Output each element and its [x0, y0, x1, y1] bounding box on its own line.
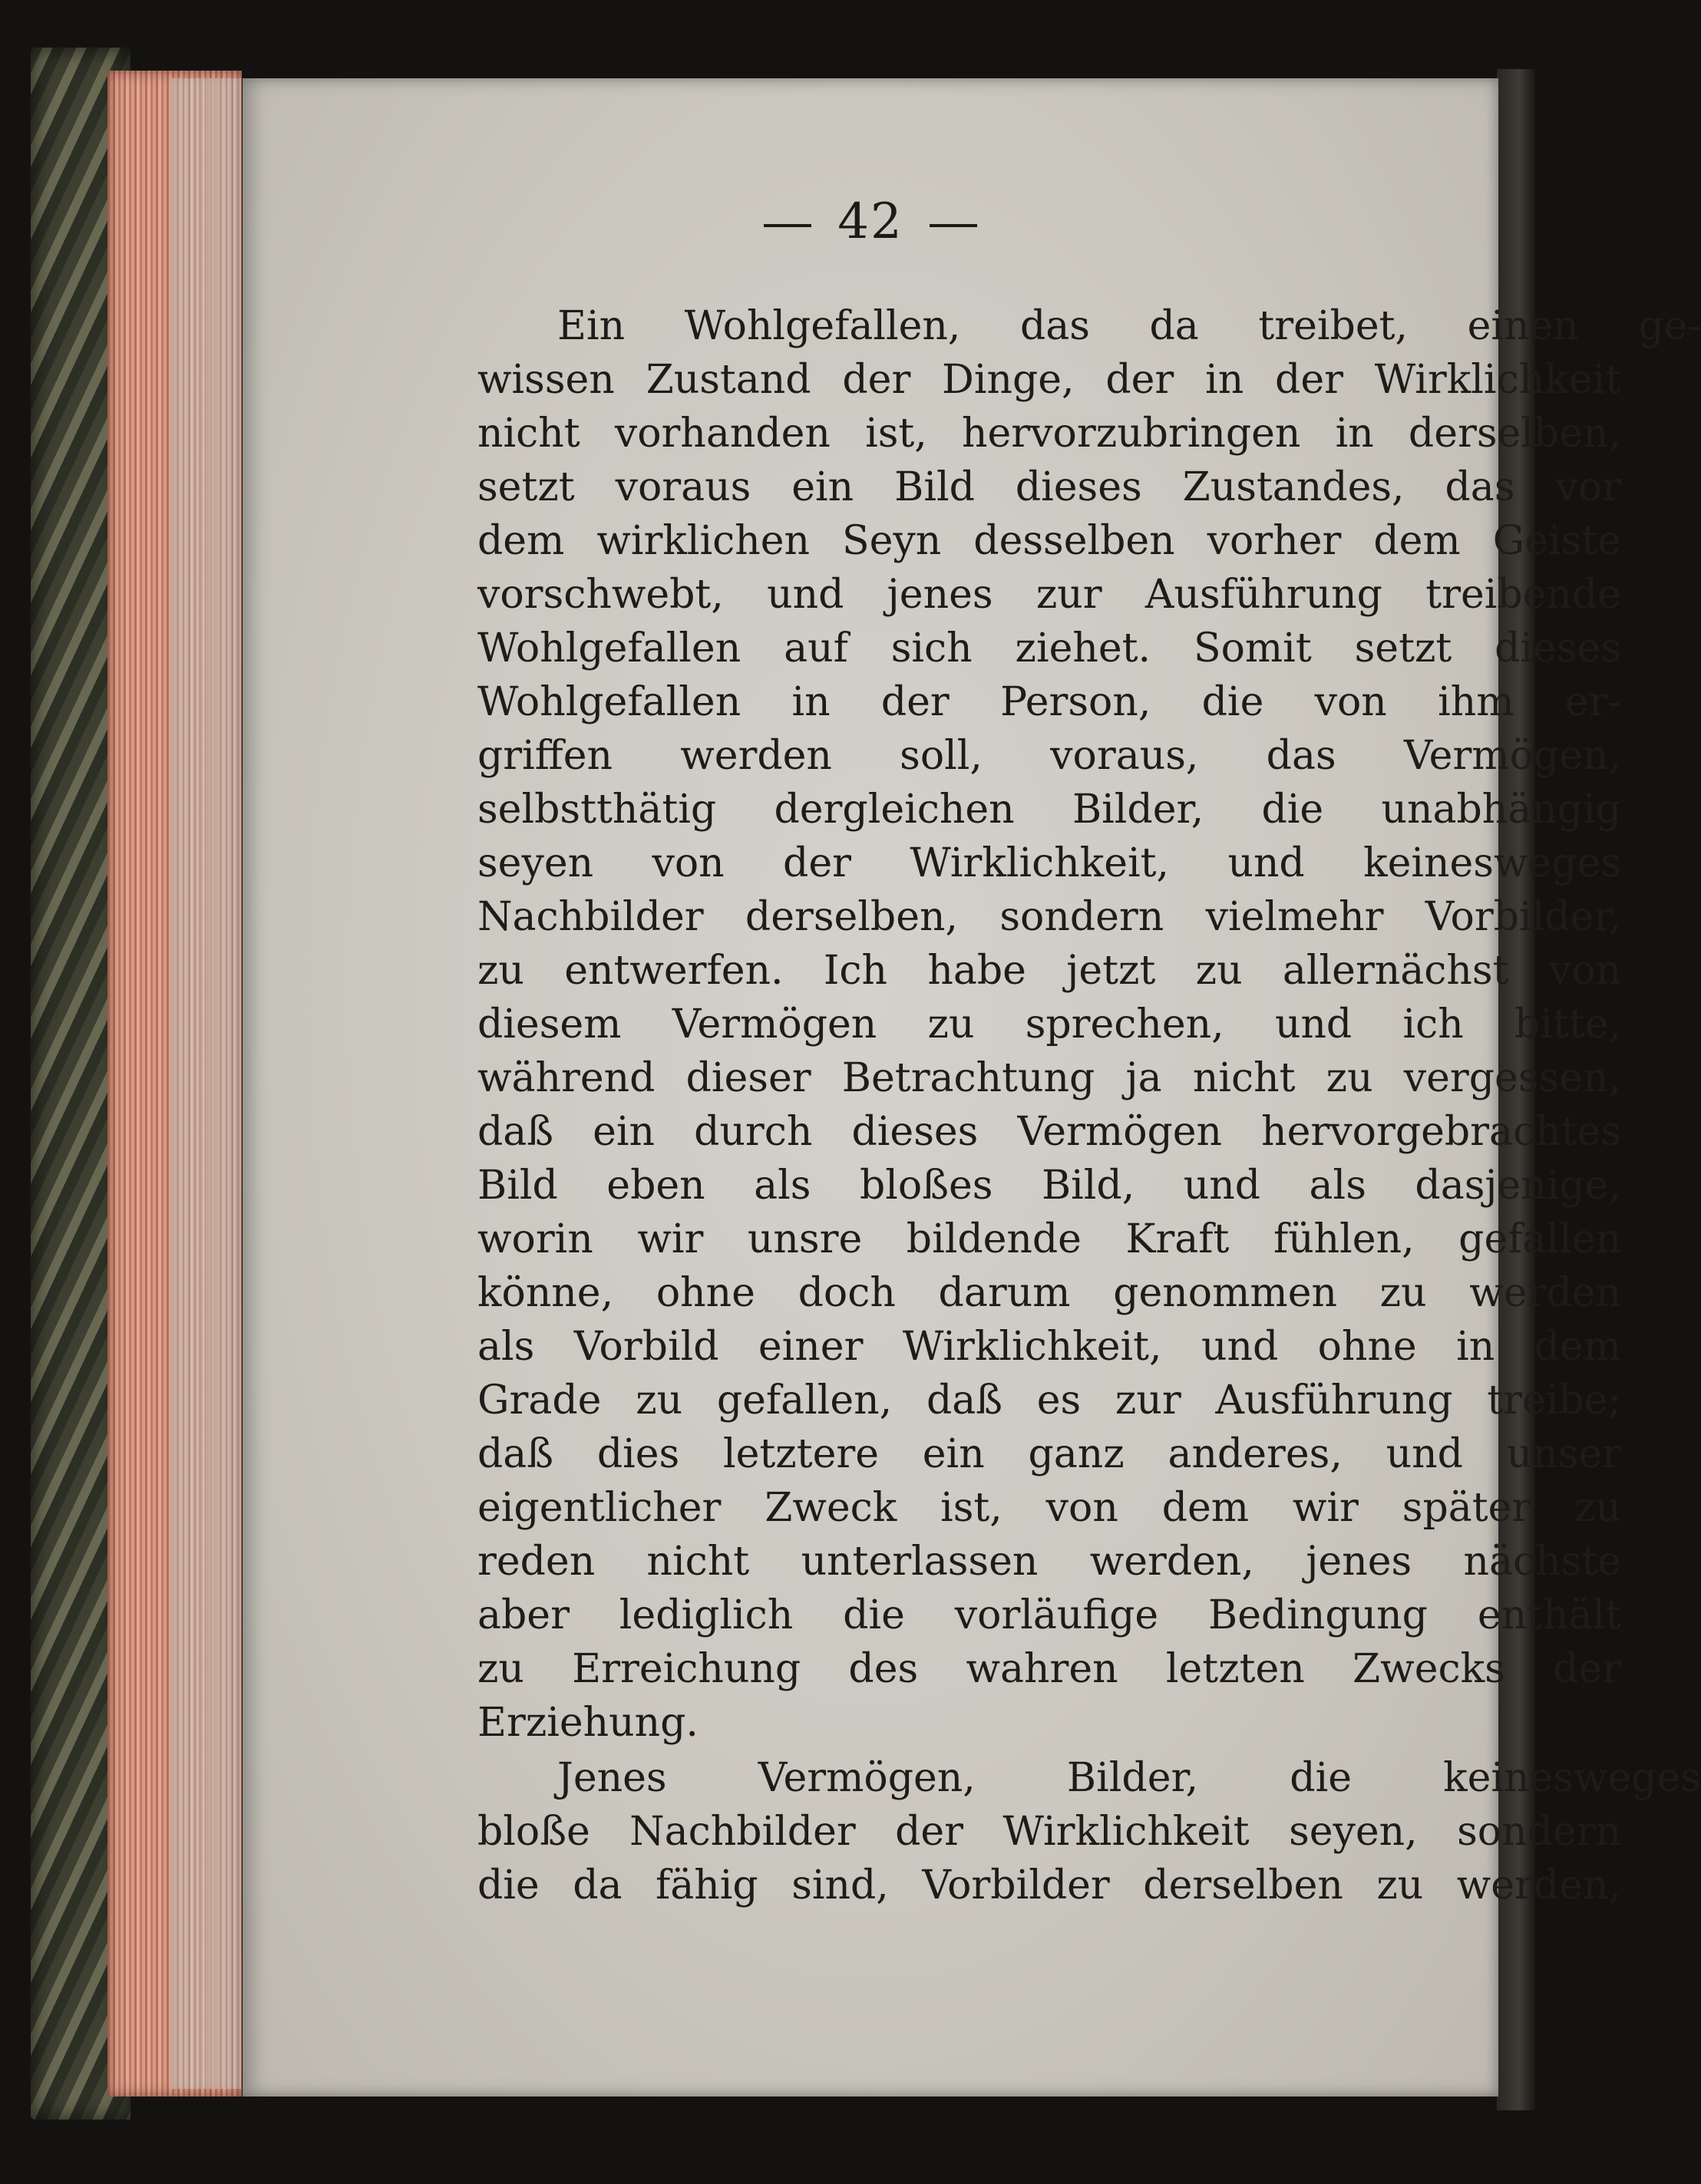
text-line: nicht vorhanden ist, hervorzubringen in derselben,	[477, 411, 1621, 457]
page-number-dash-right	[930, 224, 977, 227]
text-line: Jenes Vermögen, Bilder, die keinesweges	[557, 1755, 1701, 1801]
text-line: aber lediglich die vorläufige Bedingung enthält	[477, 1592, 1621, 1638]
text-line: könne, ohne doch darum genommen zu werden	[477, 1270, 1621, 1316]
book-page	[243, 78, 1701, 2097]
text-line: Bild eben als bloßes Bild, und als dasjenige,	[477, 1163, 1621, 1209]
text-line: diesem Vermögen zu sprechen, und ich bitte,	[477, 1001, 1621, 1047]
text-line: Ein Wohlgefallen, das da treibet, einen ge-	[557, 303, 1701, 349]
text-line: eigentlicher Zweck ist, von dem wir später zu	[477, 1485, 1621, 1531]
text-line: griffen werden soll, voraus, das Vermögen,	[477, 733, 1621, 779]
text-line: während dieser Betrachtung ja nicht zu vergessen,	[477, 1055, 1621, 1101]
text-line: setzt voraus ein Bild dieses Zustandes, das vor	[477, 464, 1621, 510]
text-line: wissen Zustand der Dinge, der in der Wirklichkeit	[477, 357, 1621, 403]
text-line: daß ein durch dieses Vermögen hervorgebrachtes	[477, 1109, 1621, 1155]
text-line: worin wir unsre bildende Kraft fühlen, gefallen	[477, 1216, 1621, 1262]
text-line: dem wirklichen Seyn desselben vorher dem Geiste	[477, 518, 1621, 564]
page-number-value: 42	[837, 193, 903, 250]
text-line: reden nicht unterlassen werden, jenes nächste	[477, 1539, 1621, 1585]
text-line: Erziehung.	[477, 1700, 699, 1746]
text-line: die da fähig sind, Vorbilder derselben zu werden,	[477, 1862, 1621, 1909]
text-line: selbstthätig dergleichen Bilder, die unabhängig	[477, 787, 1621, 833]
text-line: vorschwebt, und jenes zur Ausführung treibende	[477, 572, 1621, 618]
text-line: Wohlgefallen in der Person, die von ihm er-	[477, 679, 1621, 725]
text-line: seyen von der Wirklichkeit, und keinesweges	[477, 840, 1621, 886]
text-line: als Vorbild einer Wirklichkeit, und ohne in dem	[477, 1324, 1621, 1370]
text-line: Wohlgefallen auf sich ziehet. Somit setzt dieses	[477, 625, 1621, 671]
text-line: zu entwerfen. Ich habe jetzt zu allernächst von	[477, 948, 1621, 994]
text-line: daß dies letztere ein ganz anderes, und unser	[477, 1431, 1621, 1477]
text-line: Grade zu gefallen, daß es zur Ausführung treibe;	[477, 1377, 1621, 1424]
page-number	[243, 193, 1498, 250]
page-edges-shade	[170, 78, 241, 2089]
text-line: bloße Nachbilder der Wirklichkeit seyen, sondern	[477, 1809, 1621, 1855]
text-line: Nachbilder derselben, sondern vielmehr Vorbilder,	[477, 894, 1621, 940]
page-number-dash-left	[764, 224, 811, 227]
text-line: zu Erreichung des wahren letzten Zwecks der	[477, 1646, 1621, 1692]
